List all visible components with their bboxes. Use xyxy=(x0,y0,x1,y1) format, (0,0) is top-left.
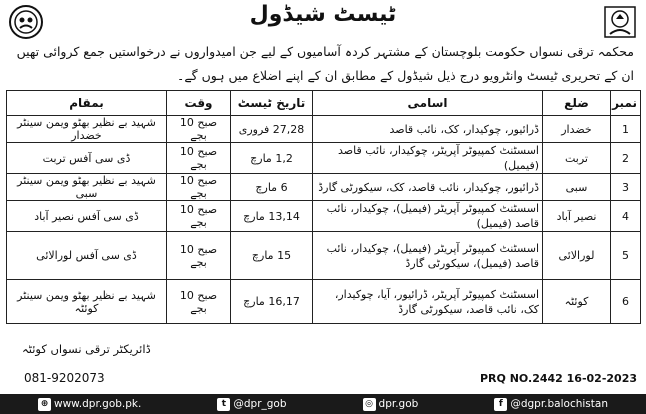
footer-facebook-text: @dgpr.balochistan xyxy=(510,398,608,410)
row-time: صبح 10 بجے xyxy=(167,116,231,143)
row-number: 1 xyxy=(611,116,641,143)
footer-twitter[interactable] xyxy=(217,398,286,411)
row-district: کوئٹہ xyxy=(543,280,611,324)
row-number: 4 xyxy=(611,201,641,232)
signatory: ڈائریکٹر ترقی نسواں کوئٹہ xyxy=(22,342,151,356)
row-venue: شہید بے نظیر بھٹو ویمن سینٹر کوئٹہ xyxy=(7,280,167,324)
row-venue: شہید بے نظیر بھٹو ویمن سینٹر خضدار xyxy=(7,116,167,143)
table-row xyxy=(7,201,641,232)
row-time: صبح 10 بجے xyxy=(167,143,231,174)
footer-instagram[interactable] xyxy=(363,398,419,411)
row-date: 1,2 مارچ xyxy=(231,143,313,174)
row-posts: اسسٹنٹ کمپیوٹر آپریٹر (فیمیل)، چوکیدار، نائب قاصد (فیمیل) xyxy=(313,201,543,232)
header-time: وقت xyxy=(167,91,231,116)
footer-bar xyxy=(0,394,646,414)
twitter-icon: t xyxy=(217,398,230,411)
header-venue: بمقام xyxy=(7,91,167,116)
row-venue: ڈی سی آفس تربت xyxy=(7,143,167,174)
row-posts: ڈرائیور، چوکیدار، نائب قاصد، کک، سیکورٹی گارڈ xyxy=(313,174,543,201)
phone-number: 081-9202073 xyxy=(24,371,105,385)
row-posts: اسسٹنٹ کمپیوٹر آپریٹر (فیمیل)، چوکیدار، نائب قاصد (فیمیل)، سیکورٹی گارڈ xyxy=(313,232,543,280)
row-district: لورالائی xyxy=(543,232,611,280)
row-time: صبح 10 بجے xyxy=(167,232,231,280)
row-number: 6 xyxy=(611,280,641,324)
row-time: صبح 10 بجے xyxy=(167,201,231,232)
row-venue: ڈی سی آفس نصیر آباد xyxy=(7,201,167,232)
row-district: خضدار xyxy=(543,116,611,143)
row-district: نصیر آباد xyxy=(543,201,611,232)
table-row xyxy=(7,116,641,143)
table-row xyxy=(7,232,641,280)
row-district: تربت xyxy=(543,143,611,174)
footer-website-text: www.dpr.gob.pk. xyxy=(54,398,142,410)
footer-facebook[interactable] xyxy=(494,398,608,411)
row-venue: شہید بے نظیر بھٹو ویمن سینٹر سبی xyxy=(7,174,167,201)
row-posts: ڈرائیور، چوکیدار، کک، نائب قاصد xyxy=(313,116,543,143)
intro-paragraph: محکمہ ترقی نسواں حکومت بلوچستان کے مشتہر کردہ آسامیوں کے لیے جن امیدواروں نے درخواستیں جمع کروائی تھیں ان کے تحریری ٹیسٹ وانٹرویو درج ذیل شیڈول کے مطابق ان کے اپنے اضلاع میں ہوں گے۔ xyxy=(16,44,634,83)
row-time: صبح 10 بجے xyxy=(167,280,231,324)
row-date: 15 مارچ xyxy=(231,232,313,280)
row-number: 3 xyxy=(611,174,641,201)
globe-icon: ⊕ xyxy=(38,398,51,411)
footer-website[interactable] xyxy=(38,398,141,411)
table-row xyxy=(7,174,641,201)
footer-twitter-text: @dpr_gob xyxy=(233,398,287,410)
row-date: 6 مارچ xyxy=(231,174,313,201)
header-posts: اسامی xyxy=(313,91,543,116)
table-row xyxy=(7,143,641,174)
facebook-icon: f xyxy=(494,398,507,411)
row-district: سبی xyxy=(543,174,611,201)
table-row xyxy=(7,280,641,324)
table-header-row xyxy=(7,91,641,116)
header-date: تاریخ ٹیسٹ xyxy=(231,91,313,116)
row-posts: اسسٹنٹ کمپیوٹر آپریٹر، چوکیدار، نائب قاصد (فیمیل) xyxy=(313,143,543,174)
row-date: 13,14 مارچ xyxy=(231,201,313,232)
footer-instagram-text: dpr.gob xyxy=(378,398,419,410)
row-number: 2 xyxy=(611,143,641,174)
row-number: 5 xyxy=(611,232,641,280)
row-time: صبح 10 بجے xyxy=(167,174,231,201)
row-posts: اسسٹنٹ کمپیوٹر آپریٹر، ڈرائیور، آیا، چوکیدار، کک، نائب قاصد، سیکورٹی گارڈ xyxy=(313,280,543,324)
page-title: ٹیسٹ شیڈول xyxy=(249,2,397,27)
prq-number: PRQ NO.2442 16-02-2023 xyxy=(480,372,638,385)
header-number: نمبر xyxy=(611,91,641,116)
row-venue: ڈی سی آفس لورالائی xyxy=(7,232,167,280)
row-date: 16,17 مارچ xyxy=(231,280,313,324)
header-district: ضلع xyxy=(543,91,611,116)
instagram-icon: ◎ xyxy=(363,398,376,411)
row-date: 27,28 فروری xyxy=(231,116,313,143)
schedule-table xyxy=(6,90,641,324)
